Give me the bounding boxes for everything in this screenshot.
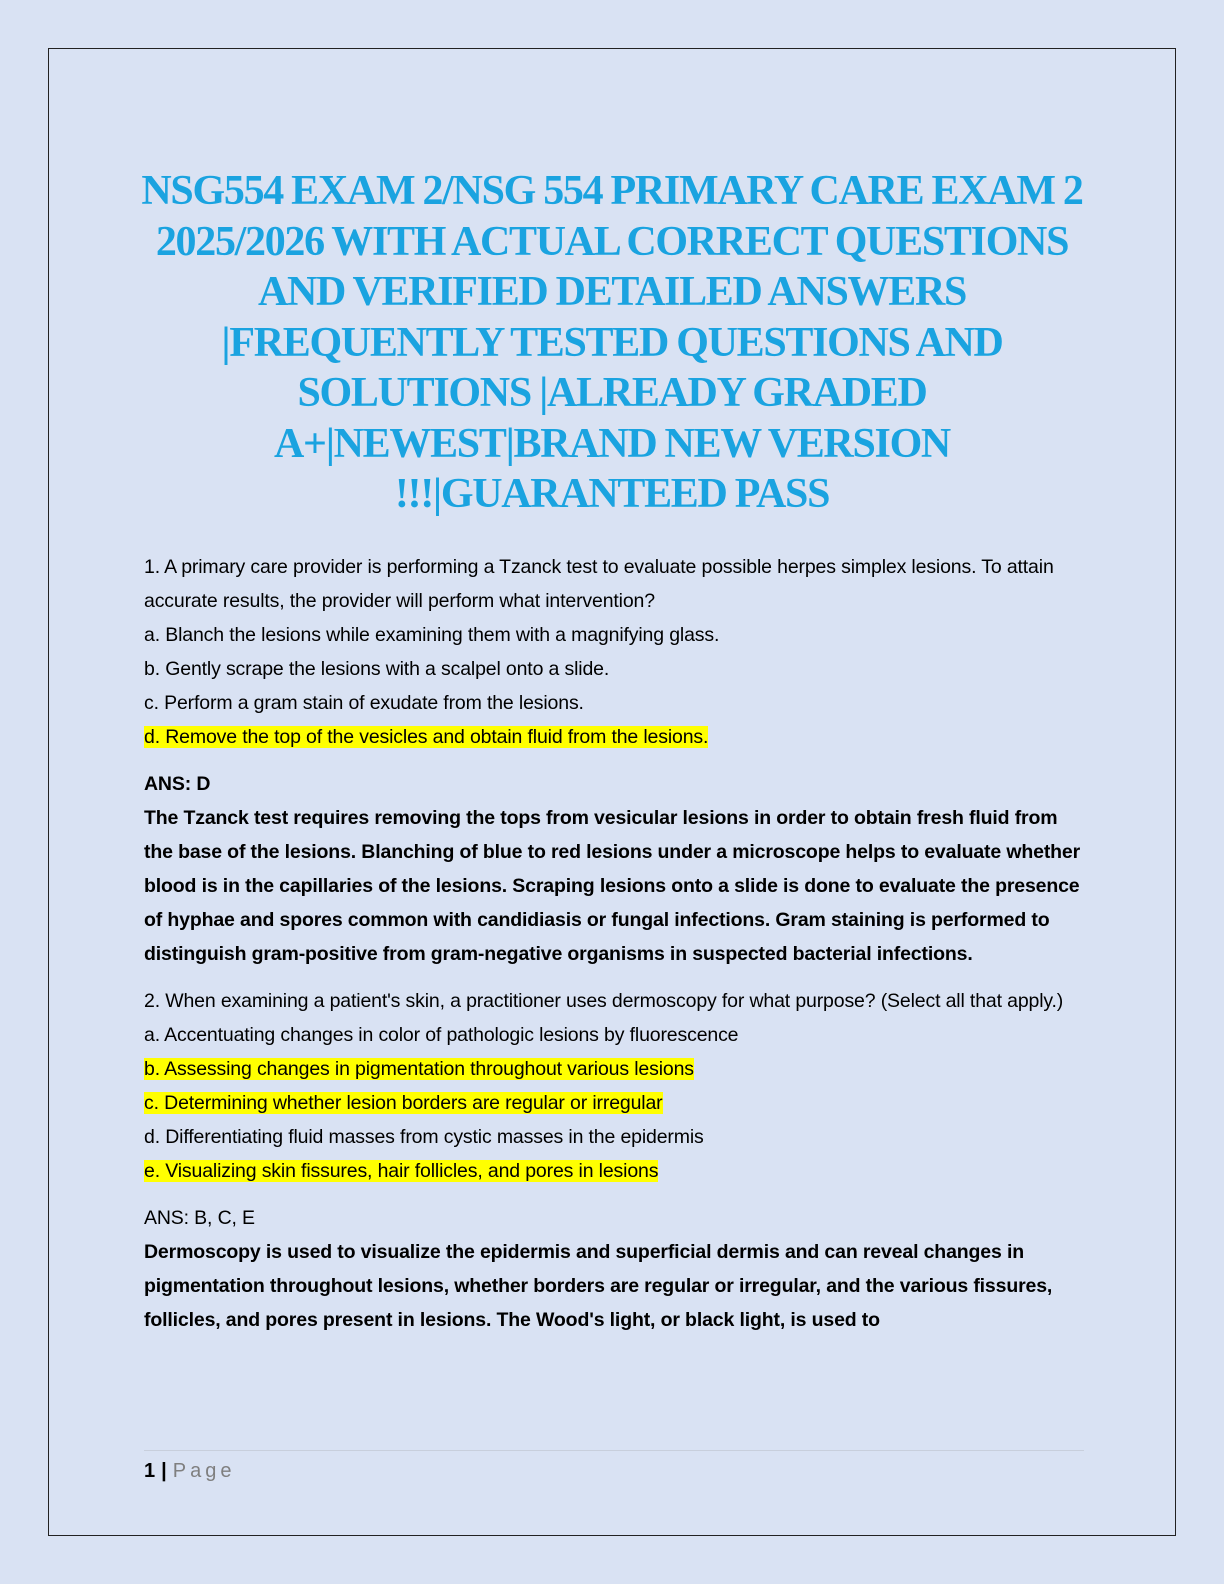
answer-key: ANS: D [144,773,211,795]
highlight: c. Determining whether lesion borders are regular or irregular [144,1092,663,1114]
answer-key: ANS: B, C, E [144,1207,255,1229]
footer-divider [144,1450,1084,1451]
document-body [144,550,1084,1337]
footer-separator: | [161,1460,167,1482]
answer-option-correct [144,720,1084,754]
answer-option: b. Gently scrape the lesions with a scalpel onto a slide. [144,658,610,680]
question-stem: 1. A primary care provider is performing a Tzanck test to evaluate possible herpes simplex lesions. To attain accurate results, the provider will perform what intervention? [144,556,1054,612]
rationale: The Tzanck test requires removing the tops from vesicular lesions in order to obtain fresh fluid from the base of the lesions. Blanching of blue to red lesions under a microscope helps to evaluate whether blood is in the capillaries of the lesions. Scraping lesions onto a slide is done to evaluate the presence of hyphae and spores common with candidiasis or fungal infections. Gram staining is performed to distinguish gram-positive from gram-negative organisms in suspected bacterial infections. [144,807,1081,965]
page-number: 1 [144,1460,156,1482]
question-stem: 2. When examining a patient's skin, a practitioner uses dermoscopy for what purpose? (Select all that apply.) [144,990,1064,1012]
highlight: d. Remove the top of the vesicles and obtain fluid from the lesions. [144,726,709,748]
answer-option: d. Differentiating fluid masses from cystic masses in the epidermis [144,1126,704,1148]
page-footer [144,1456,235,1486]
answer-option-correct [144,1086,1084,1120]
answer-option: a. Blanch the lesions while examining them with a magnifying glass. [144,624,720,646]
rationale: Dermoscopy is used to visualize the epidermis and superficial dermis and can reveal changes in pigmentation throughout lesions, whether borders are regular or irregular, and the various fissures, follicles, and pores present in lesions. The Wood's light, or black light, is used to [144,1241,1053,1331]
highlight: e. Visualizing skin fissures, hair follicles, and pores in lesions [144,1160,659,1182]
answer-option: c. Perform a gram stain of exudate from the lesions. [144,692,584,714]
answer-option: a. Accentuating changes in color of pathologic lesions by fluorescence [144,1024,739,1046]
page-label: Page [172,1460,236,1482]
highlight: b. Assessing changes in pigmentation throughout various lesions [144,1058,694,1080]
document-title: NSG554 EXAM 2/NSG 554 PRIMARY CARE EXAM 2 2025/2026 WITH ACTUAL CORRECT QUESTIONS AND VERIFIED DETAILED ANSWERS |FREQUENTLY TESTED QUESTIONS AND SOLUTIONS |ALREADY GRADED A+|NEWEST|BRAND NEW VERSION !!!|GUARANTEED PASS [141,168,1083,517]
answer-option-correct [144,1052,1084,1086]
answer-option-correct [144,1154,1084,1188]
